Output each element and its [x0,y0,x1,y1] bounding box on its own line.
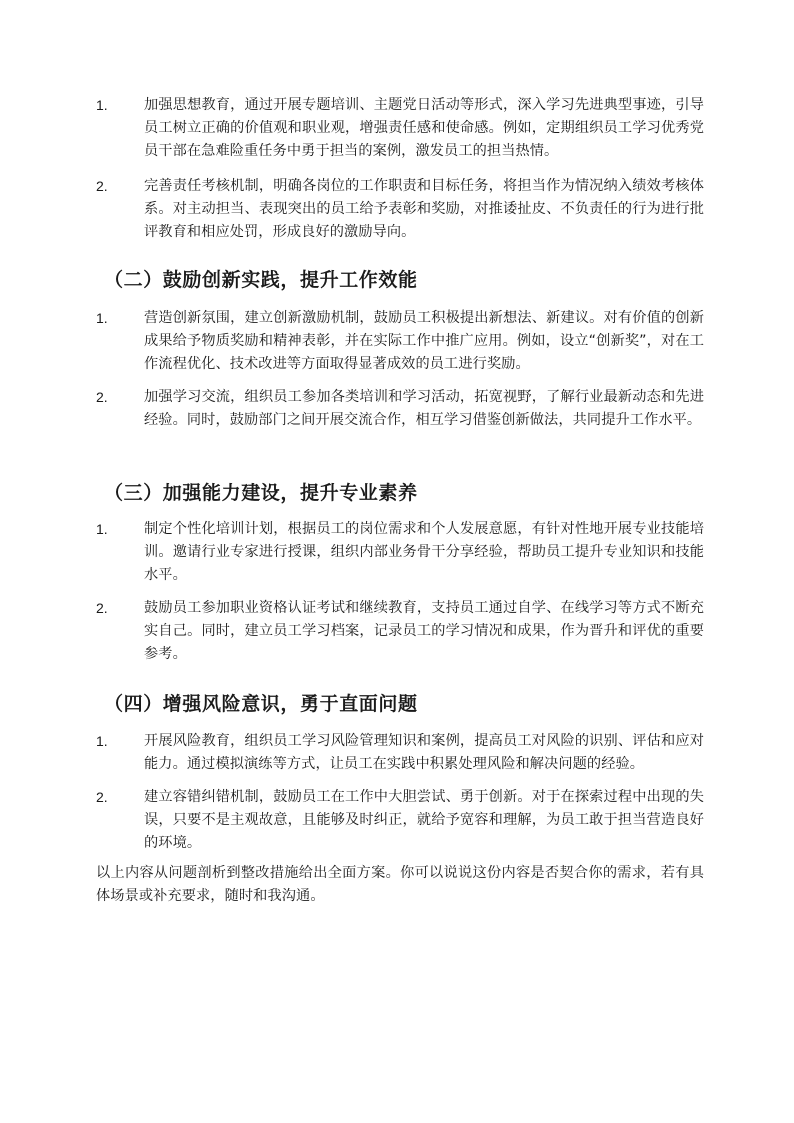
list-text: 建立容错纠错机制，鼓励员工在工作中大胆尝试、勇于创新。对于在探索过程中出现的失误，只要不是主观故意，且能够及时纠正，就给予宽容和理解，为员工敢于担当营造良好的环境。 [144,789,704,851]
section-heading: （三）加强能力建设，提升专业素养 [104,482,418,504]
list-number: 1. [96,97,108,113]
list-text: 制定个性化培训计划，根据员工的岗位需求和个人发展意愿，有针对性地开展专业技能培训。邀请行业专家进行授课，组织内部业务骨干分享经验，帮助员工提升专业知识和技能水平。 [144,521,704,583]
list-text: 开展风险教育，组织员工学习风险管理知识和案例，提高员工对风险的识别、评估和应对能力。通过模拟演练等方式，让员工在实践中积累处理风险和解决问题的经验。 [144,733,704,772]
closing-paragraph: 以上内容从问题剖析到整改措施给出全面方案。你可以说说这份内容是否契合你的需求，若有具体场景或补充要求，随时和我沟通。 [96,865,704,904]
list-number: 2. [96,389,108,405]
list-text: 加强思想教育，通过开展专题培训、主题党日活动等形式，深入学习先进典型事迹，引导员工树立正确的价值观和职业观，增强责任感和使命感。例如，定期组织员工学习优秀党员干部在急难险重任务中勇于担当的案例，激发员工的担当热情。 [144,97,704,159]
list-number: 1. [96,310,108,326]
list-number: 1. [96,521,108,537]
section-heading: （二）鼓励创新实践，提升工作效能 [104,269,418,291]
list-number: 1. [96,733,108,749]
list-number: 2. [96,178,108,194]
list-text: 加强学习交流，组织员工参加各类培训和学习活动，拓宽视野，了解行业最新动态和先进经验。同时，鼓励部门之间开展交流合作，相互学习借鉴创新做法，共同提升工作水平。 [144,389,704,428]
list-text: 营造创新氛围，建立创新激励机制，鼓励员工积极提出新想法、新建议。对有价值的创新成果给予物质奖励和精神表彰，并在实际工作中推广应用。例如，设立“创新奖”，对在工作流程优化、技术改进等方面取得显著成效的员工进行奖励。 [144,310,704,372]
list-number: 2. [96,600,108,616]
list-text: 完善责任考核机制，明确各岗位的工作职责和目标任务，将担当作为情况纳入绩效考核体系。对主动担当、表现突出的员工给予表彰和奖励，对推诿扯皮、不负责任的行为进行批评教育和相应处罚，形成良好的激励导向。 [144,178,704,240]
section-heading: （四）增强风险意识，勇于直面问题 [104,693,418,715]
list-number: 2. [96,789,108,805]
list-text: 鼓励员工参加职业资格认证考试和继续教育，支持员工通过自学、在线学习等方式不断充实自己。同时，建立员工学习档案，记录员工的学习情况和成果，作为晋升和评优的重要参考。 [144,600,704,662]
